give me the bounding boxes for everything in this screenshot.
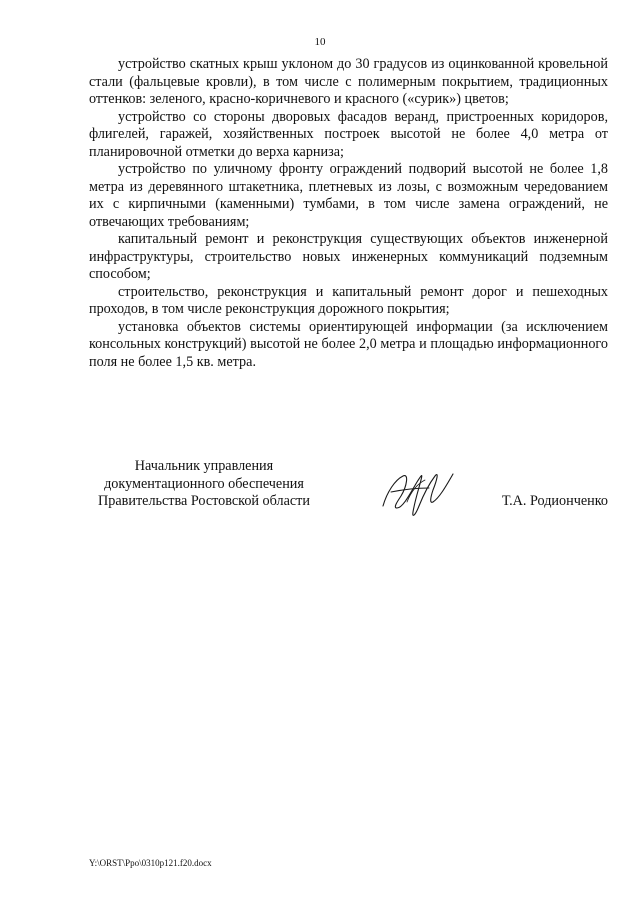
paragraph-infrastructure: капитальный ремонт и реконструкция существующих объектов инженерной инфраструктуры, строительство новых инженерных коммуникаций подземным способом;: [89, 231, 608, 282]
handwritten-signature: [377, 462, 457, 522]
paragraph-signage: установка объектов системы ориентирующей информации (за исключением консольных конструкций) высотой не более 2,0 метра и площадью информационного поля не более 1,5 кв. метра.: [89, 318, 608, 370]
page-number: 10: [314, 36, 326, 48]
file-path-footer: Y:\ORST\Ppo\0310p121.f20.docx: [89, 858, 212, 868]
paragraph-roads: строительство, реконструкция и капитальный ремонт дорог и пешеходных проходов, в том числе реконструкция дорожного покрытия;: [89, 283, 608, 317]
paragraph-roofs: устройство скатных крыш уклоном до 30 градусов из оцинкованной кровельной стали (фальцевые кровли), в том числе с полимерным покрытием, традиционных оттенков: зеленого, красно-коричневого и красного («сурик») цветов;: [89, 56, 608, 107]
paragraph-fences: устройство по уличному фронту ограждений подворий высотой не более 1,8 метра из деревянного штакетника, плетневых из лозы, с возможным чередованием их с кирпичными (каменными) тумбами, в том числе замена ограждений, не отвечающих требованиям;: [89, 161, 608, 230]
signer-position: [89, 458, 319, 511]
signer-position-line: Правительства Ростовской области: [98, 493, 310, 509]
signature-block: [89, 458, 608, 528]
signer-name: Т.А. Родионченко: [501, 493, 608, 509]
document-body: [89, 56, 608, 371]
signer-position-line: Начальник управления: [134, 458, 274, 474]
paragraph-verandas: устройство со стороны дворовых фасадов веранд, пристроенных коридоров, флигелей, гаражей, хозяйственных построек высотой не более 4,0 метра от планировочной отметки до верха карниза;: [89, 108, 608, 160]
signer-position-line: документационного обеспечения: [104, 475, 304, 492]
